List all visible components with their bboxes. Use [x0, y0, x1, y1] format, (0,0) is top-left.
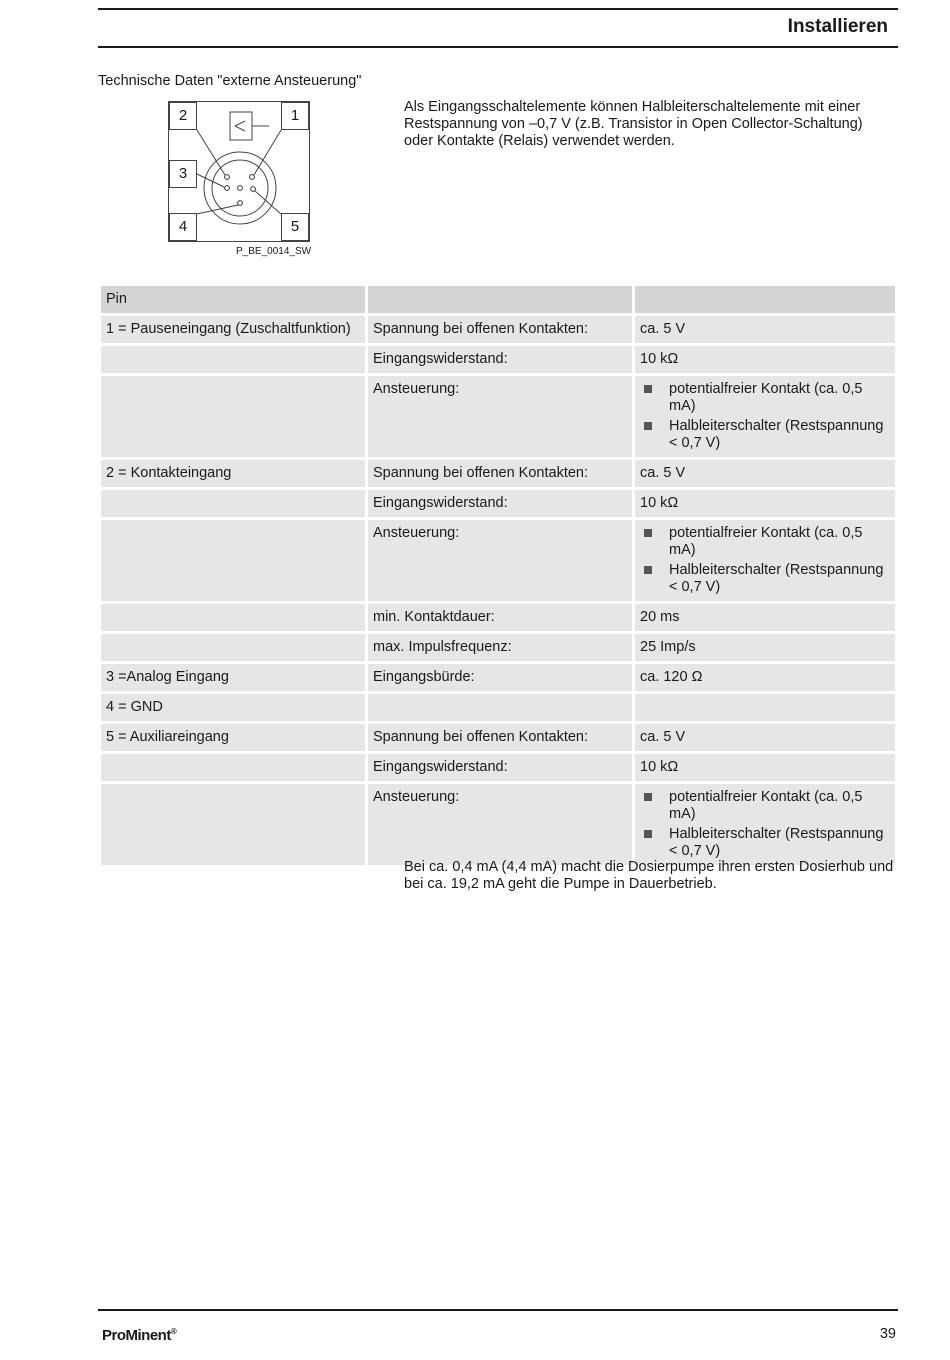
value-cell: 10 kΩ: [635, 346, 895, 373]
pin-cell: [101, 520, 365, 601]
value-bullet-item: potentialfreier Kontakt (ca. 0,5 mA): [640, 525, 889, 559]
parameter-cell: Eingangswiderstand:: [368, 754, 632, 781]
parameter-cell: Spannung bei offenen Kontakten:: [368, 724, 632, 751]
value-cell: 20 ms: [635, 604, 895, 631]
value-cell: 10 kΩ: [635, 754, 895, 781]
value-bullet-item: potentialfreier Kontakt (ca. 0,5 mA): [640, 789, 889, 823]
table-row: [101, 460, 895, 487]
table-header-cell: [368, 286, 632, 313]
parameter-cell: Ansteuerung:: [368, 784, 632, 865]
page-number: 39: [879, 1326, 896, 1342]
pin-cell: [101, 754, 365, 781]
value-cell: ca. 120 Ω: [635, 664, 895, 691]
parameter-cell: [368, 694, 632, 721]
parameter-cell: Eingangsbürde:: [368, 664, 632, 691]
parameter-cell: max. Impulsfrequenz:: [368, 634, 632, 661]
table-row: [101, 784, 895, 865]
pin-label-5: 5: [281, 213, 309, 241]
value-cell: [635, 520, 895, 601]
connector-pinout-diagram: [168, 101, 310, 242]
pin-label-4: 4: [169, 213, 197, 241]
table-header-cell: Pin: [101, 286, 365, 313]
value-cell: ca. 5 V: [635, 460, 895, 487]
pin-label-1: 1: [281, 102, 309, 130]
parameter-cell: min. Kontaktdauer:: [368, 604, 632, 631]
value-cell: 10 kΩ: [635, 490, 895, 517]
value-bullet-item: Halbleiterschalter (Restspannung < 0,7 V): [640, 418, 889, 452]
pin-cell: 3 =Analog Eingang: [101, 664, 365, 691]
parameter-cell: Eingangswiderstand:: [368, 346, 632, 373]
table-row: [101, 490, 895, 517]
value-cell: [635, 376, 895, 457]
section-heading: Technische Daten "externe Ansteuerung": [98, 73, 362, 89]
parameter-cell: Spannung bei offenen Kontakten:: [368, 316, 632, 343]
value-bullet-list: [640, 789, 889, 860]
table-row: [101, 346, 895, 373]
value-cell: [635, 694, 895, 721]
pin-cell: 2 = Kontakteingang: [101, 460, 365, 487]
table-row: [101, 754, 895, 781]
value-bullet-item: Halbleiterschalter (Restspannung < 0,7 V): [640, 826, 889, 860]
pin-cell: [101, 490, 365, 517]
logo-registered-mark: ®: [170, 1327, 177, 1336]
page-header-title: Installieren: [787, 16, 888, 37]
table-row: [101, 316, 895, 343]
connector-drawing: [168, 101, 310, 242]
pin-cell: [101, 376, 365, 457]
pin-cell: [101, 346, 365, 373]
table-row: [101, 724, 895, 751]
value-bullet-list: [640, 381, 889, 452]
table-header-cell: [635, 286, 895, 313]
table-row: [101, 634, 895, 661]
logo-text: ProMinent: [102, 1327, 171, 1344]
pin-cell: [101, 634, 365, 661]
value-bullet-list: [640, 525, 889, 596]
pin-cell: 1 = Pauseneingang (Zuschaltfunktion): [101, 316, 365, 343]
pin-cell: 4 = GND: [101, 694, 365, 721]
note-paragraph: Bei ca. 0,4 mA (4,4 mA) macht die Dosierpumpe ihren ersten Dosierhub und bei ca. 19,2 mA geht die Pumpe in Dauerbetrieb.: [404, 859, 894, 892]
footer-rule: [98, 1309, 898, 1311]
pin-label-3: 3: [169, 160, 197, 188]
drawing-code: P_BE_0014_SW: [236, 246, 312, 257]
value-cell: [635, 784, 895, 865]
parameter-cell: Ansteuerung:: [368, 376, 632, 457]
table-row: [101, 664, 895, 691]
intro-paragraph: Als Eingangsschaltelemente können Halbleiterschaltelemente mit einer Restspannung von –0,7 V (z.B. Transistor in Open Collector-Schaltung) oder Kontakte (Relais) verwendet werden.: [404, 99, 863, 149]
value-cell: ca. 5 V: [635, 724, 895, 751]
pin-cell: 5 = Auxiliareingang: [101, 724, 365, 751]
top-rule: [98, 8, 898, 10]
pin-cell: [101, 784, 365, 865]
table-row: [101, 376, 895, 457]
pin-label-2: 2: [169, 102, 197, 130]
table-header-row: [101, 286, 895, 313]
value-cell: ca. 5 V: [635, 316, 895, 343]
header-rule: [98, 46, 898, 48]
value-bullet-item: potentialfreier Kontakt (ca. 0,5 mA): [640, 381, 889, 415]
parameter-cell: Eingangswiderstand:: [368, 490, 632, 517]
table-row: [101, 604, 895, 631]
pin-cell: [101, 604, 365, 631]
table-row: [101, 694, 895, 721]
technical-data-table: [98, 283, 898, 868]
table-row: [101, 520, 895, 601]
value-bullet-item: Halbleiterschalter (Restspannung < 0,7 V): [640, 562, 889, 596]
parameter-cell: Spannung bei offenen Kontakten:: [368, 460, 632, 487]
value-cell: 25 Imp/s: [635, 634, 895, 661]
parameter-cell: Ansteuerung:: [368, 520, 632, 601]
prominent-logo: [102, 1327, 176, 1344]
